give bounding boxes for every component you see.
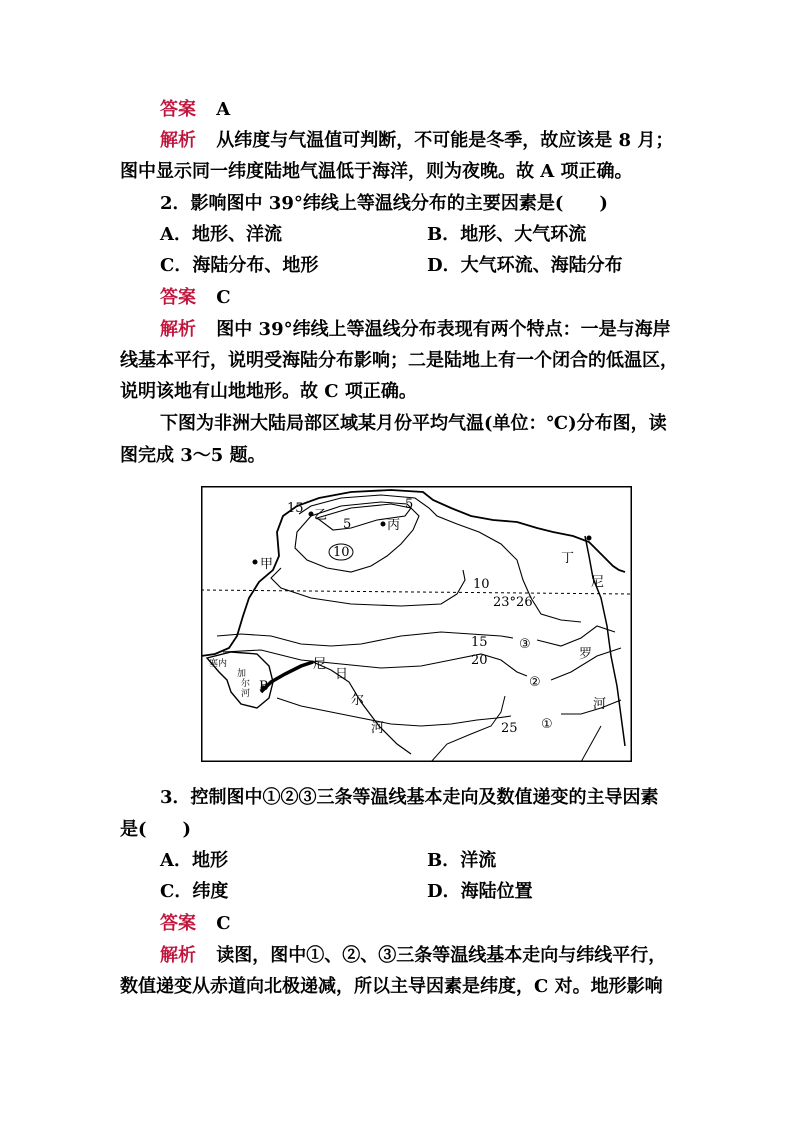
label-iso15-top: 15	[287, 501, 304, 516]
label-circle3: ③	[519, 637, 531, 652]
answer-label: 答案	[160, 99, 196, 120]
point-yi	[309, 512, 314, 517]
q3-option-a: A．地形	[160, 850, 228, 871]
q3-option-d: D．海陆位置	[427, 881, 533, 902]
label-ding: 丁	[561, 551, 575, 566]
q3-stem-line1: 3．控制图中①②③三条等温线基本走向及数值递变的主导因素	[160, 787, 659, 808]
q1-analysis-line2: 图中显示同一纬度陆地气温低于海洋，则为夜晚。故 A 项正确。	[120, 161, 633, 182]
answer-label: 答案	[160, 287, 196, 308]
label-iso5-a: 5	[405, 497, 414, 512]
q3-analysis-text1: 读图，图中①、②、③三条等温线基本走向与纬线平行，	[216, 945, 667, 966]
label-iso20: 20	[471, 653, 488, 668]
label-niger-ri: 日	[335, 667, 349, 682]
label-senegal-a: 塞内	[209, 659, 228, 669]
label-jia: 甲	[260, 557, 274, 572]
q3-answer-row	[160, 912, 231, 936]
q3-option-b: B．洋流	[427, 850, 497, 871]
africa-temperature-map	[201, 486, 632, 762]
q1-analysis-line1	[160, 129, 673, 153]
q1-analysis-text1: 从纬度与气温值可判断，不可能是冬季，故应该是 8 月；	[216, 130, 674, 151]
point-ding	[587, 536, 592, 541]
q3-stem-line2: 是( )	[120, 819, 192, 840]
label-senegal-c: 尔	[241, 679, 251, 689]
q2-option-d: D．大气环流、海陆分布	[427, 255, 623, 276]
q2-option-c: C．海陆分布、地形	[160, 255, 319, 276]
label-b: B	[259, 679, 269, 694]
label-ni1: 尼	[591, 575, 605, 590]
label-niger-he: 河	[371, 721, 385, 736]
label-niger-ni: 尼	[313, 657, 327, 672]
q2-answer: C	[216, 287, 231, 308]
point-bing	[381, 522, 386, 527]
label-iso5-b: 5	[343, 517, 352, 532]
label-iso10-closed: 10	[333, 545, 350, 560]
label-bing: 丙	[387, 518, 401, 533]
q2-analysis-line3: 说明该地有山地地形。故 C 项正确。	[120, 381, 417, 402]
q2-analysis-text1: 图中 39°纬线上等温线分布表现有两个特点：一是与海岸	[216, 319, 671, 340]
label-circle2: ②	[529, 675, 541, 690]
label-he-right: 河	[593, 697, 607, 712]
q2-option-b: B．地形、大气环流	[427, 224, 587, 245]
analysis-label: 解析	[160, 130, 196, 151]
intro-line2: 图完成 3～5 题。	[120, 445, 266, 466]
label-iso15: 15	[471, 635, 488, 650]
q2-stem: 2．影响图中 39°纬线上等温线分布的主要因素是( )	[160, 193, 608, 214]
label-yi: 乙	[314, 508, 328, 523]
label-iso10: 10	[473, 577, 490, 592]
q2-option-a: A．地形、洋流	[160, 224, 282, 245]
answer-label: 答案	[160, 913, 196, 934]
q2-analysis-line1	[160, 318, 671, 342]
label-circle1: ①	[541, 717, 553, 732]
map-frame	[202, 487, 632, 762]
label-latitude: 23°26′	[493, 595, 536, 610]
q1-answer: A	[216, 99, 231, 120]
label-senegal-d: 河	[241, 689, 251, 699]
q3-analysis-line2: 数值递变从赤道向北极递减，所以主导因素是纬度，C 对。地形影响	[120, 976, 663, 997]
map-svg	[201, 486, 632, 762]
label-senegal-b: 加	[237, 669, 247, 679]
q3-analysis-line1	[160, 944, 666, 968]
analysis-label: 解析	[160, 319, 196, 340]
analysis-label: 解析	[160, 945, 196, 966]
q2-answer-row	[160, 286, 231, 310]
q3-answer: C	[216, 913, 231, 934]
q1-answer-row	[160, 98, 230, 122]
q3-option-c: C．纬度	[160, 881, 229, 902]
label-niger-er: 尔	[351, 693, 365, 708]
label-luo: 罗	[579, 647, 593, 662]
label-iso25: 25	[501, 721, 518, 736]
intro-line1: 下图为非洲大陆局部区域某月份平均气温(单位：℃)分布图，读	[160, 413, 667, 434]
q2-analysis-line2: 线基本平行，说明受海陆分布影响；二是陆地上有一个闭合的低温区，	[120, 350, 678, 371]
point-jia	[253, 560, 258, 565]
